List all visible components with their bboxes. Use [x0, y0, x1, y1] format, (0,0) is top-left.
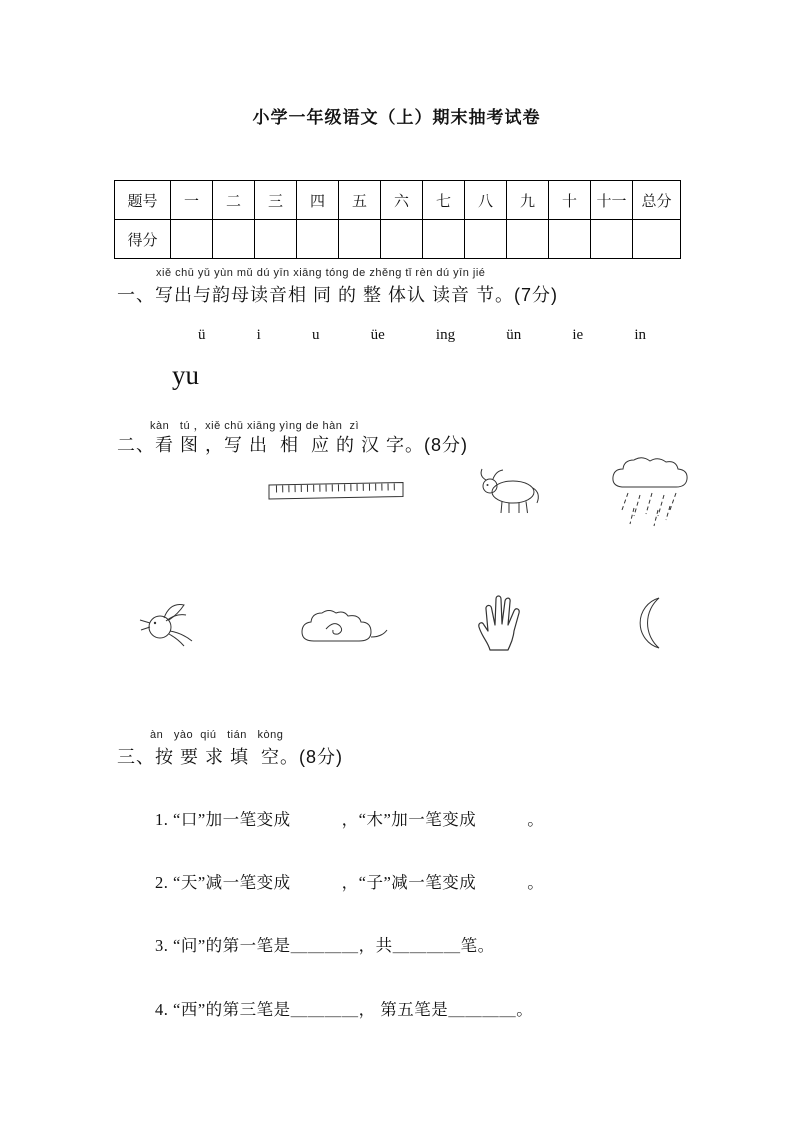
- score-table-score-row: [115, 220, 681, 259]
- cloud-image: [296, 608, 390, 650]
- score-table-cell: 五: [339, 181, 381, 220]
- hand-image: [472, 590, 530, 652]
- score-table-cell: 题号: [115, 181, 171, 220]
- ox-image: [476, 466, 542, 516]
- score-table-cell: 一: [171, 181, 213, 220]
- score-table-cell: 四: [297, 181, 339, 220]
- score-table-empty-cell: [507, 220, 549, 259]
- section1-heading: 一、写出与韵母读音相 同 的 整 体认 读音 节。(7分): [117, 285, 559, 305]
- score-table-cell: 七: [423, 181, 465, 220]
- sample-answer: yu: [172, 360, 199, 390]
- moon-image: [627, 594, 669, 654]
- score-table: [114, 180, 681, 259]
- bird-image: [136, 598, 200, 650]
- score-table-cell: 三: [255, 181, 297, 220]
- final-syllable: ie: [572, 327, 584, 343]
- score-table-empty-cell: [213, 220, 255, 259]
- score-table-cell: 十: [549, 181, 591, 220]
- score-table-empty-cell: [423, 220, 465, 259]
- score-table-cell: 总分: [633, 181, 681, 220]
- final-syllable: i: [256, 327, 261, 343]
- section3-heading: 三、按 要 求 填 空。(8分): [117, 747, 344, 767]
- fill-blank-item: 3. “问”的第一笔是＿＿＿＿，共＿＿＿＿笔。: [155, 936, 495, 955]
- score-table-header-row: [115, 181, 681, 220]
- score-table-empty-cell: [339, 220, 381, 259]
- final-syllable: ü: [198, 327, 206, 343]
- score-table-empty-cell: [591, 220, 633, 259]
- score-table-cell: 九: [507, 181, 549, 220]
- fill-blank-item: 1. “口”加一笔变成 ，“木”加一笔变成 。: [155, 810, 545, 829]
- rain-cloud-image: [610, 456, 692, 530]
- final-syllable: ün: [506, 327, 522, 343]
- score-table-empty-cell: [549, 220, 591, 259]
- score-table-cell: 八: [465, 181, 507, 220]
- page-title: 小学一年级语文（上）期末抽考试卷: [252, 108, 541, 127]
- score-table-empty-cell: [381, 220, 423, 259]
- score-table-cell: 十一: [591, 181, 633, 220]
- score-table-cell: 六: [381, 181, 423, 220]
- section1-pinyin: xiě chū yǔ yùn mǔ dú yīn xiāng tóng de zhěng tǐ rèn dú yīn jié: [156, 267, 486, 279]
- finals-row: [198, 327, 646, 344]
- fill-blank-item: 2. “天”减一笔变成 ，“子”减一笔变成 。: [155, 873, 545, 892]
- final-syllable: in: [634, 327, 646, 343]
- score-table-empty-cell: [171, 220, 213, 259]
- score-table-empty-cell: [255, 220, 297, 259]
- section3-pinyin: àn yào qiú tián kòng: [150, 729, 284, 741]
- section2-pinyin: kàn tú ，xiě chū xiāng yìng de hàn zì: [150, 420, 360, 432]
- score-table-empty-cell: [465, 220, 507, 259]
- final-syllable: üe: [370, 327, 385, 343]
- ruler-image: [266, 478, 406, 504]
- score-table-empty-cell: [297, 220, 339, 259]
- score-table-cell: 得分: [115, 220, 171, 259]
- section2-heading: 二、看 图 ，写 出 相 应 的 汉 字。(8分): [117, 435, 469, 455]
- final-syllable: u: [311, 327, 320, 343]
- score-table-empty-cell: [633, 220, 681, 259]
- score-table-cell: 二: [213, 181, 255, 220]
- fill-blank-item: 4. “西”的第三笔是＿＿＿＿， 第五笔是＿＿＿＿。: [155, 1000, 534, 1019]
- final-syllable: ing: [435, 327, 456, 343]
